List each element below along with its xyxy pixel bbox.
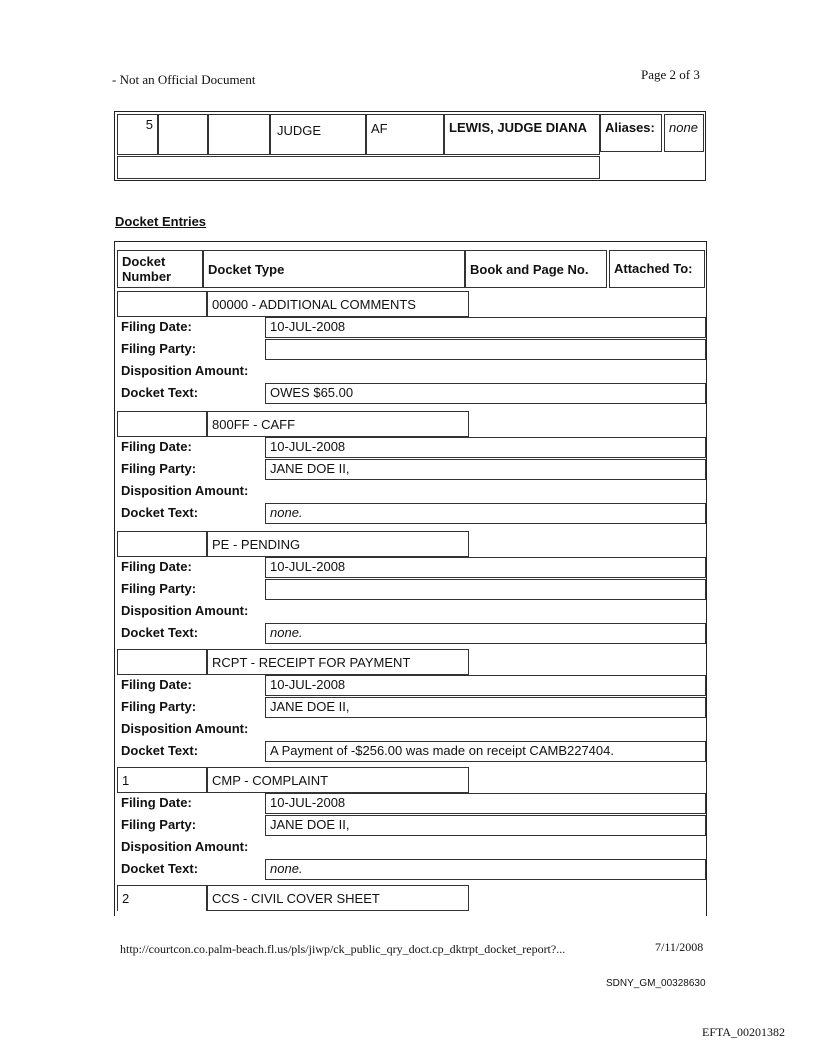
party-name: LEWIS, JUDGE DIANA — [444, 114, 600, 155]
label-filing-party: Filing Party: — [121, 461, 197, 476]
value-docket-text: OWES $65.00 — [265, 383, 706, 404]
party-cell-blank-2 — [208, 114, 270, 155]
value-disposition-amount — [265, 601, 706, 622]
label-docket-text: Docket Text: — [121, 625, 199, 640]
value-filing-date: 10-JUL-2008 — [265, 557, 706, 578]
header-attached-to: Attached To: — [609, 250, 705, 288]
value-filing-date: 10-JUL-2008 — [265, 675, 706, 696]
value-disposition-amount — [265, 837, 706, 858]
value-disposition-amount — [265, 719, 706, 740]
label-docket-text: Docket Text: — [121, 505, 199, 520]
bates-number: SDNY_GM_00328630 — [606, 978, 706, 989]
efta-number: EFTA_00201382 — [702, 1025, 786, 1039]
entry-type: 00000 - ADDITIONAL COMMENTS — [207, 291, 469, 317]
party-cell-blank-1 — [158, 114, 208, 155]
entry-number: 1 — [117, 767, 207, 793]
label-filing-date: Filing Date: — [121, 559, 192, 574]
value-filing-date: 10-JUL-2008 — [265, 437, 706, 458]
value-filing-party: JANE DOE II, — [265, 697, 706, 718]
aliases-label: Aliases: — [600, 114, 662, 152]
label-docket-text: Docket Text: — [121, 861, 199, 876]
docket-table — [114, 241, 707, 916]
label-disposition-amount: Disposition Amount: — [121, 363, 249, 378]
section-title: Docket Entries — [115, 214, 207, 229]
value-disposition-amount — [265, 481, 706, 502]
value-filing-party: JANE DOE II, — [265, 459, 706, 480]
value-filing-party: JANE DOE II, — [265, 815, 706, 836]
entry-type: CCS - CIVIL COVER SHEET — [207, 885, 469, 911]
label-filing-party: Filing Party: — [121, 699, 197, 714]
party-type: JUDGE — [270, 114, 366, 155]
label-docket-text: Docket Text: — [121, 743, 199, 758]
value-filing-party — [265, 339, 706, 360]
party-code: AF — [366, 114, 444, 155]
entry-type: CMP - COMPLAINT — [207, 767, 469, 793]
label-filing-party: Filing Party: — [121, 341, 197, 356]
value-docket-text: none. — [265, 859, 706, 880]
value-docket-text: none. — [265, 623, 706, 644]
label-filing-party: Filing Party: — [121, 817, 197, 832]
label-filing-date: Filing Date: — [121, 439, 192, 454]
value-docket-text: A Payment of -$256.00 was made on receipt CAMB227404. — [265, 741, 706, 762]
entry-number — [117, 649, 207, 675]
party-number: 5 — [117, 114, 158, 155]
value-disposition-amount — [265, 361, 706, 382]
label-disposition-amount: Disposition Amount: — [121, 603, 249, 618]
footer-url: http://courtcon.co.palm-beach.fl.us/pls/jiwp/ck_public_qry_doct.cp_dktrpt_docket_report?... — [120, 942, 566, 956]
entry-type: 800FF - CAFF — [207, 411, 469, 437]
footer-date: 7/11/2008 — [655, 940, 704, 954]
value-filing-date: 10-JUL-2008 — [265, 317, 706, 338]
header-docket-type: Docket Type — [203, 250, 465, 288]
entry-number: 2 — [117, 885, 207, 911]
value-docket-text: none. — [265, 503, 706, 524]
page-number: Page 2 of 3 — [641, 67, 700, 82]
entry-type: RCPT - RECEIPT FOR PAYMENT — [207, 649, 469, 675]
value-filing-date: 10-JUL-2008 — [265, 793, 706, 814]
aliases-value: none — [664, 114, 704, 152]
label-filing-date: Filing Date: — [121, 677, 192, 692]
party-blank-row — [117, 156, 600, 179]
header-book-page: Book and Page No. — [465, 250, 607, 288]
label-disposition-amount: Disposition Amount: — [121, 483, 249, 498]
label-filing-date: Filing Date: — [121, 319, 192, 334]
label-filing-date: Filing Date: — [121, 795, 192, 810]
label-docket-text: Docket Text: — [121, 385, 199, 400]
header-docket-number: Docket Number — [117, 250, 203, 288]
value-filing-party — [265, 579, 706, 600]
label-filing-party: Filing Party: — [121, 581, 197, 596]
label-disposition-amount: Disposition Amount: — [121, 721, 249, 736]
label-disposition-amount: Disposition Amount: — [121, 839, 249, 854]
header-disclaimer: - Not an Official Document — [112, 72, 256, 87]
party-table — [114, 111, 706, 181]
entry-number — [117, 291, 207, 317]
entry-number — [117, 411, 207, 437]
entry-type: PE - PENDING — [207, 531, 469, 557]
entry-number — [117, 531, 207, 557]
